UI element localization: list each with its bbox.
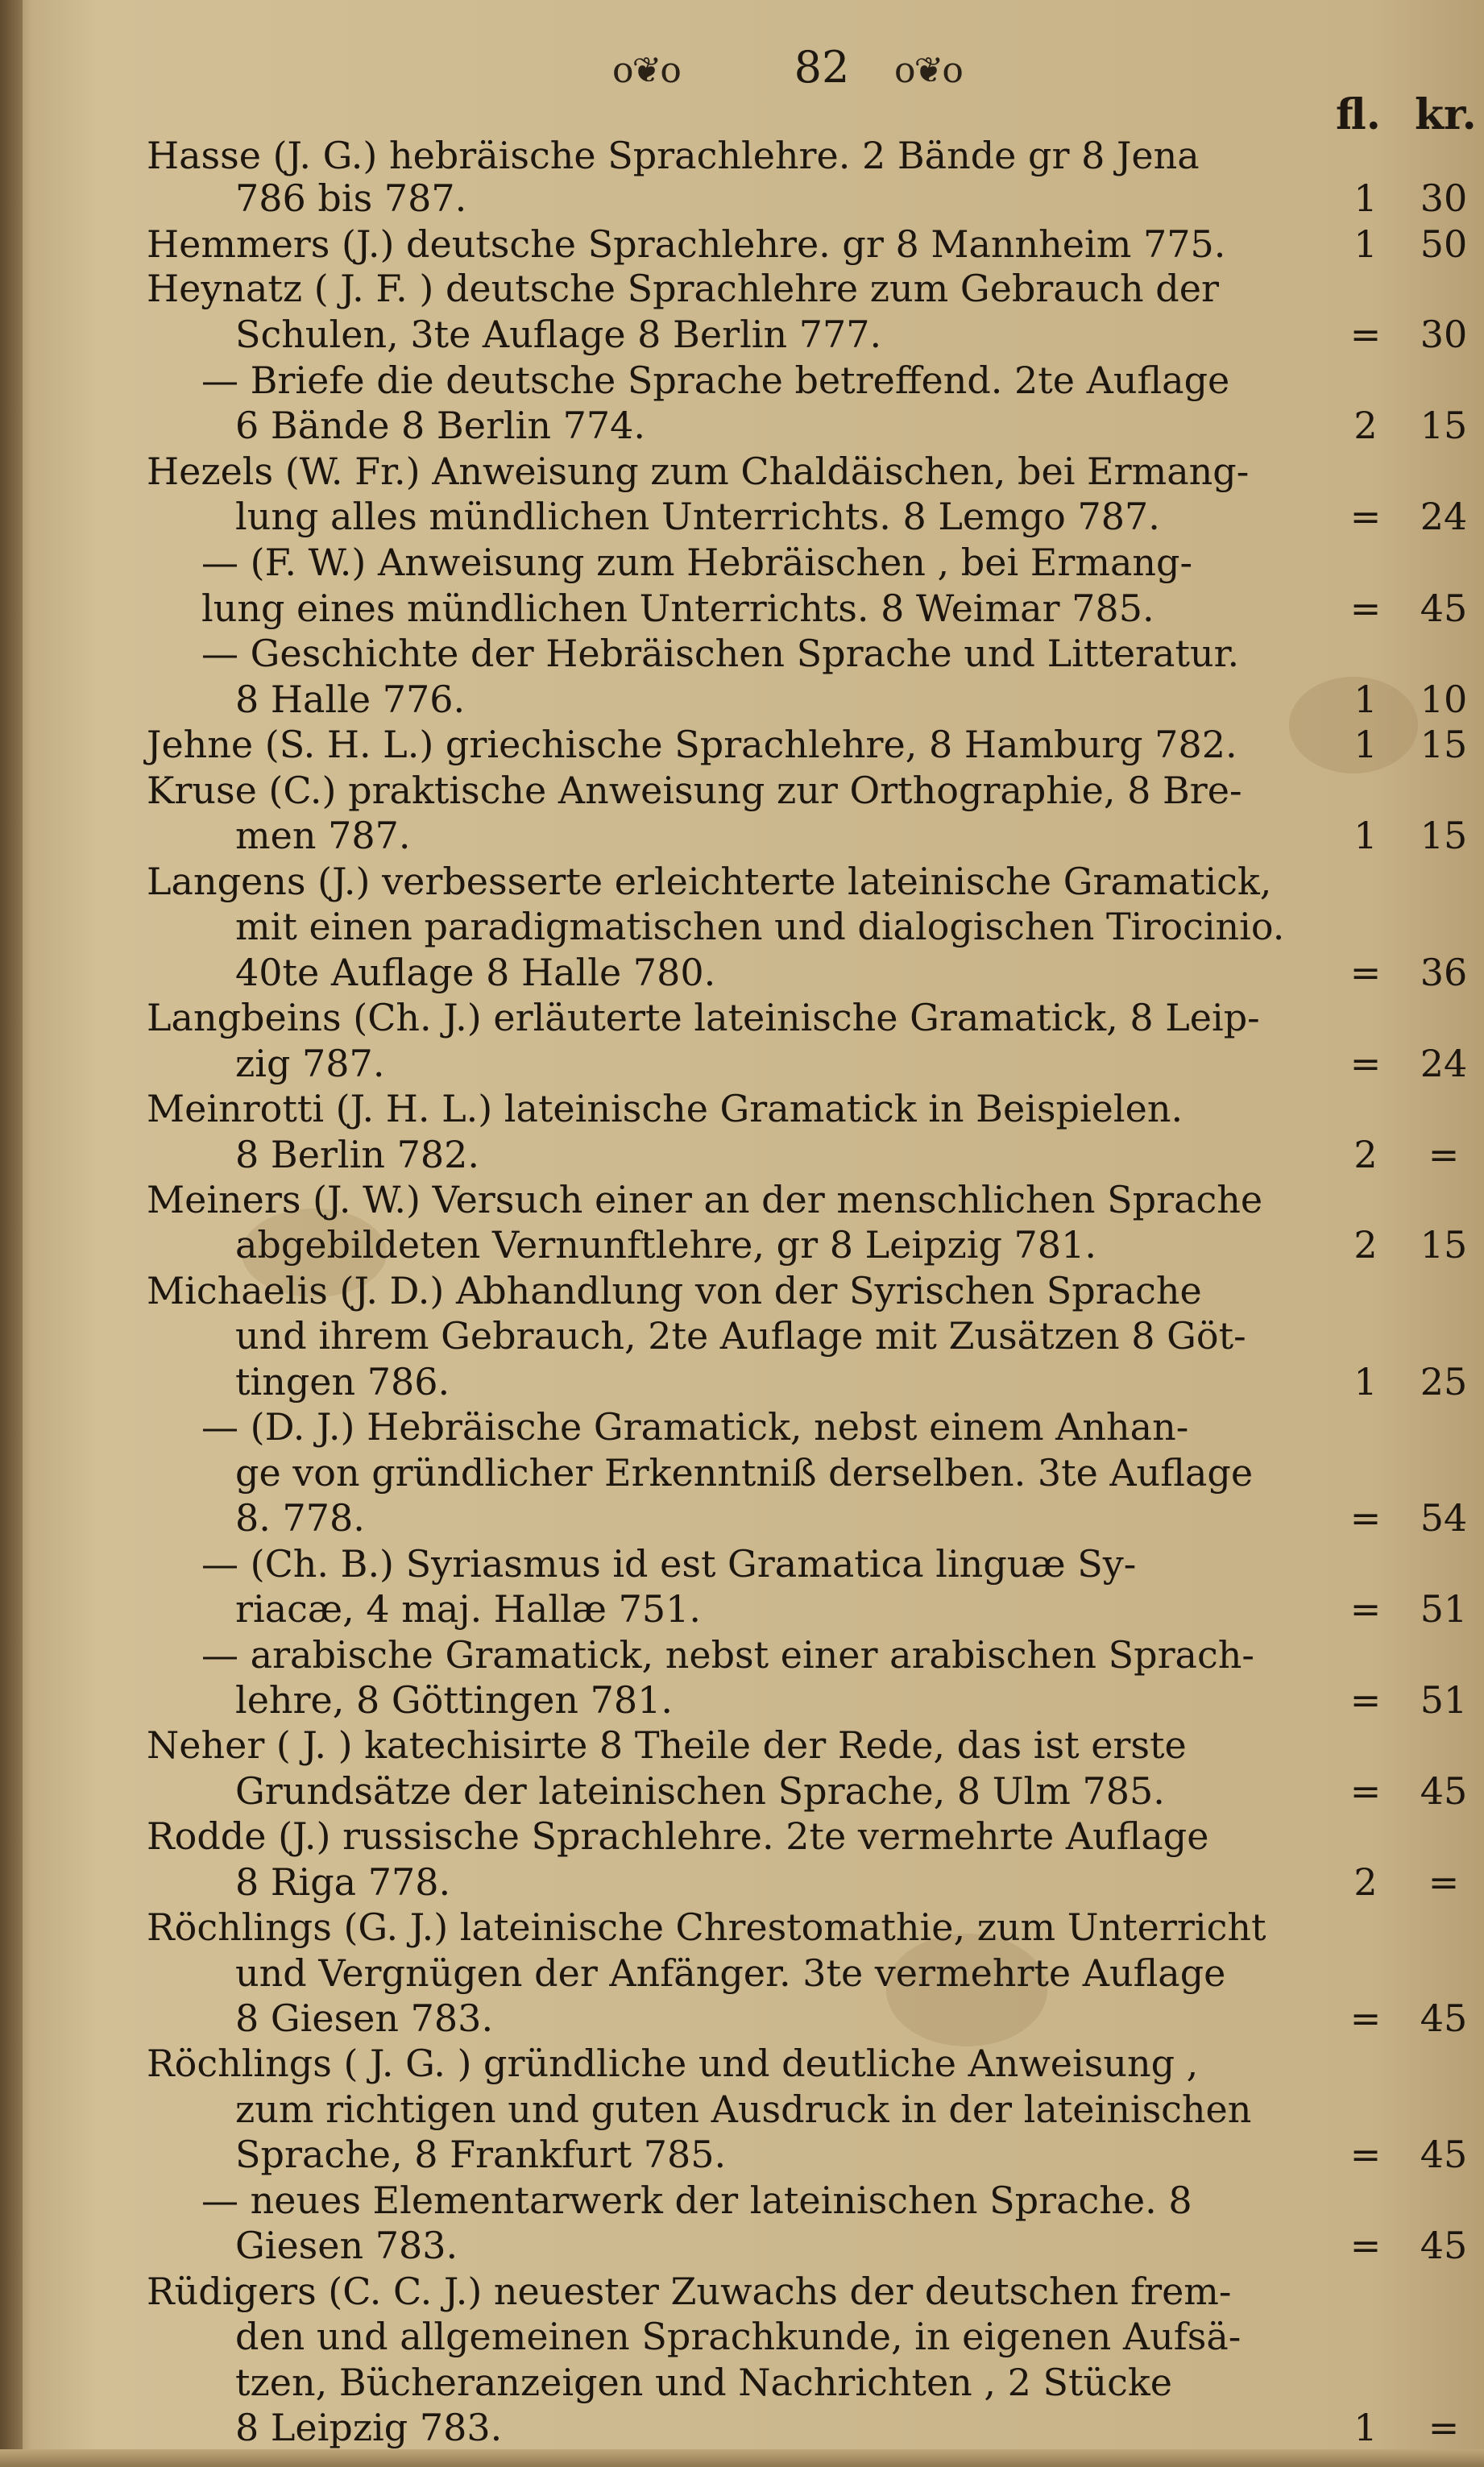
entry-line (0, 449, 1484, 494)
price-kreuzer: 50 (1420, 222, 1468, 266)
entry-text: Kruse (C.) praktische Anweisung zur Orthographie, 8 Bre- (147, 769, 1242, 812)
entry-text: Rüdigers (C. C. J.) neuester Zuwachs der deutschen frem- (147, 2270, 1232, 2313)
entry-text: und ihrem Gebrauch, 2te Auflage mit Zusätzen 8 Göt- (235, 1314, 1246, 1358)
entry-line (0, 2269, 1484, 2314)
entry-line (0, 2087, 1484, 2132)
entry-line (0, 859, 1484, 904)
entry-text: 8 Berlin 782. (235, 1133, 479, 1176)
entry-text: — arabische Gramatick, nebst einer arabischen Sprach- (201, 1633, 1254, 1677)
entry-text: lung alles mündlichen Unterrichts. 8 Lemgo 787. (235, 495, 1160, 538)
entry-text: Röchlings (G. J.) lateinische Chrestomathie, zum Unterricht (147, 1905, 1266, 1949)
entry-text: Hasse (J. G.) hebräische Sprachlehre. 2 Bände gr 8 Jena (147, 134, 1200, 177)
entry-line (0, 540, 1484, 585)
entry-text: 6 Bände 8 Berlin 774. (235, 404, 646, 447)
entry-line (0, 266, 1484, 311)
entry-text: 8 Halle 776. (235, 678, 466, 721)
price-kreuzer: 10 (1420, 678, 1468, 721)
entry-line (0, 1041, 1484, 1086)
column-head-kreuzer: kr. (1415, 90, 1477, 139)
price-florin: 1 (1353, 222, 1378, 266)
entry-line (0, 904, 1484, 949)
entry-text: Neher ( J. ) katechisirte 8 Theile der Rede, das ist erste (147, 1723, 1187, 1767)
price-kreuzer: 25 (1420, 1360, 1468, 1403)
price-florin: = (1349, 587, 1382, 630)
price-florin: = (1349, 313, 1382, 356)
price-kreuzer: 45 (1420, 2133, 1468, 2176)
price-kreuzer: 45 (1420, 1996, 1468, 2040)
entry-text: lehre, 8 Göttingen 781. (235, 1678, 673, 1722)
entry-text: Röchlings ( J. G. ) gründliche und deutliche Anweisung , (147, 2042, 1199, 2085)
entry-text: abgebildeten Vernunftlehre, gr 8 Leipzig 781. (235, 1223, 1096, 1267)
entry-text: 8. 778. (235, 1496, 365, 1540)
price-kreuzer: 15 (1420, 723, 1468, 766)
price-florin: = (1349, 1496, 1382, 1540)
entry-text: Langens (J.) verbesserte erleichterte lateinische Gramatick, (147, 860, 1272, 903)
entry-line (0, 1404, 1484, 1449)
entry-text: 8 Riga 778. (235, 1860, 451, 1904)
entry-line (0, 1132, 1484, 1177)
entry-line (0, 813, 1484, 858)
price-kreuzer: 54 (1420, 1496, 1468, 1540)
entry-line (0, 1450, 1484, 1495)
price-florin: 2 (1353, 404, 1378, 447)
entry-line (0, 1495, 1484, 1540)
price-florin: 1 (1353, 678, 1378, 721)
entry-text: 786 bis 787. (235, 176, 467, 220)
entry-line (0, 1860, 1484, 1905)
entry-text: 8 Leipzig 783. (235, 2406, 503, 2449)
entry-text: — Briefe die deutsche Sprache betreffend. 2te Auflage (201, 359, 1230, 402)
entry-line (0, 631, 1484, 676)
entry-text: lung eines mündlichen Unterrichts. 8 Weimar 785. (201, 587, 1154, 630)
entry-line (0, 2041, 1484, 2086)
price-florin: = (1349, 1996, 1382, 2040)
entry-line (0, 1996, 1484, 2041)
price-kreuzer: = (1428, 1860, 1460, 1904)
entry-line (0, 133, 1484, 178)
entry-text: Meiners (J. W.) Versuch einer an der menschlichen Sprache (147, 1178, 1263, 1221)
price-florin: 2 (1353, 1223, 1378, 1267)
entry-text: mit einen paradigmatischen und dialogischen Tirocinio. (235, 905, 1285, 948)
entry-line (0, 1177, 1484, 1222)
price-kreuzer: 51 (1420, 1587, 1468, 1631)
price-florin: 2 (1353, 1133, 1378, 1176)
entry-text: Michaelis (J. D.) Abhandlung von der Syrischen Sprache (147, 1269, 1202, 1312)
price-florin: = (1349, 951, 1382, 994)
price-kreuzer: 15 (1420, 814, 1468, 857)
entry-line (0, 1586, 1484, 1632)
entry-line (0, 768, 1484, 813)
entry-text: Hezels (W. Fr.) Anweisung zum Chaldäischen, bei Ermang- (147, 450, 1250, 493)
entry-line (0, 1359, 1484, 1404)
entry-text: ge von gründlicher Erkenntniß derselben. 3te Auflage (235, 1451, 1254, 1495)
entry-line (0, 1768, 1484, 1814)
entry-line (0, 1268, 1484, 1313)
entry-line (0, 2223, 1484, 2268)
entry-line (0, 2178, 1484, 2223)
entry-line (0, 2314, 1484, 2359)
entry-line (0, 995, 1484, 1040)
price-kreuzer: 45 (1420, 1769, 1468, 1813)
entry-line (0, 176, 1484, 221)
entry-text: riacæ, 4 maj. Hallæ 751. (235, 1587, 702, 1631)
entry-line (0, 950, 1484, 995)
entry-text: Rodde (J.) russische Sprachlehre. 2te vermehrte Auflage (147, 1814, 1209, 1858)
entry-line (0, 403, 1484, 448)
entry-line (0, 2132, 1484, 2177)
price-kreuzer: 45 (1420, 587, 1468, 630)
ornament-right: o❦o (894, 50, 962, 91)
price-florin: 1 (1353, 723, 1378, 766)
entry-line (0, 1951, 1484, 1996)
entry-line (0, 312, 1484, 357)
price-kreuzer: 24 (1420, 1042, 1468, 1085)
price-florin: = (1349, 495, 1382, 538)
entry-text: zig 787. (235, 1042, 385, 1085)
entry-text: Schulen, 3te Auflage 8 Berlin 777. (235, 313, 882, 356)
entry-text: — (Ch. B.) Syriasmus id est Gramatica linguæ Sy- (201, 1542, 1137, 1586)
entry-text: Giesen 783. (235, 2224, 458, 2267)
price-kreuzer: = (1428, 1133, 1460, 1176)
entry-line (0, 222, 1484, 267)
entry-line (0, 722, 1484, 767)
price-florin: 1 (1353, 2406, 1378, 2449)
entry-text: — Geschichte der Hebräischen Sprache und Litteratur. (201, 632, 1240, 675)
entry-line (0, 1086, 1484, 1131)
entry-text: Heynatz ( J. F. ) deutsche Sprachlehre zum Gebrauch der (147, 267, 1219, 310)
entry-text: tingen 786. (235, 1360, 450, 1403)
page-number: 82 (794, 42, 850, 93)
entry-text: — (F. W.) Anweisung zum Hebräischen , bei Ermang- (201, 541, 1193, 584)
price-florin: 1 (1353, 814, 1378, 857)
price-florin: = (1349, 2133, 1382, 2176)
entry-text: Hemmers (J.) deutsche Sprachlehre. gr 8 Mannheim 775. (147, 222, 1226, 266)
price-kreuzer: 24 (1420, 495, 1468, 538)
entry-text: und Vergnügen der Anfänger. 3te vermehrte Auflage (235, 1951, 1226, 1995)
entry-line (0, 2405, 1484, 2450)
entry-text: Jehne (S. H. L.) griechische Sprachlehre, 8 Hamburg 782. (147, 723, 1237, 766)
entry-text: Langbeins (Ch. J.) erläuterte lateinische Gramatick, 8 Leip- (147, 996, 1260, 1039)
price-florin: = (1349, 1678, 1382, 1722)
price-kreuzer: 51 (1420, 1678, 1468, 1722)
entry-line (0, 358, 1484, 403)
entry-text: — (D. J.) Hebräische Gramatick, nebst einem Anhan- (201, 1405, 1189, 1449)
entry-line (0, 1313, 1484, 1358)
price-florin: = (1349, 2224, 1382, 2267)
price-kreuzer: 15 (1420, 1223, 1468, 1267)
entry-text: Sprache, 8 Frankfurt 785. (235, 2133, 727, 2176)
price-florin: 1 (1353, 176, 1378, 220)
entry-line (0, 1905, 1484, 1950)
entry-line (0, 2360, 1484, 2405)
page-bottom-edge (0, 2449, 1484, 2467)
entry-line (0, 1222, 1484, 1267)
price-florin: = (1349, 1042, 1382, 1085)
entry-line (0, 494, 1484, 539)
price-florin: 2 (1353, 1860, 1378, 1904)
entry-text: Meinrotti (J. H. L.) lateinische Gramatick in Beispielen. (147, 1087, 1183, 1130)
entry-line (0, 1632, 1484, 1677)
price-kreuzer: 45 (1420, 2224, 1468, 2267)
price-florin: = (1349, 1587, 1382, 1631)
price-kreuzer: 30 (1420, 313, 1468, 356)
price-florin: 1 (1353, 1360, 1378, 1403)
entry-text: 8 Giesen 783. (235, 1996, 494, 2040)
entry-text: Grundsätze der lateinischen Sprache, 8 Ulm 785. (235, 1769, 1165, 1813)
entry-text: — neues Elementarwerk der lateinischen Sprache. 8 (201, 2179, 1192, 2222)
entry-text: den und allgemeinen Sprachkunde, in eigenen Aufsä- (235, 2315, 1242, 2358)
price-kreuzer: 15 (1420, 404, 1468, 447)
entry-line (0, 677, 1484, 722)
entry-line (0, 1677, 1484, 1723)
entry-line (0, 1723, 1484, 1768)
entry-text: tzen, Bücheranzeigen und Nachrichten , 2 Stücke (235, 2361, 1173, 2404)
entry-line (0, 586, 1484, 631)
price-kreuzer: 36 (1420, 951, 1468, 994)
entry-text: 40te Auflage 8 Halle 780. (235, 951, 716, 994)
entry-line (0, 1541, 1484, 1586)
ornament-left: o❦o (612, 50, 680, 91)
price-kreuzer: = (1428, 2406, 1460, 2449)
entry-line (0, 1814, 1484, 1859)
entry-text: zum richtigen und guten Ausdruck in der lateinischen (235, 2088, 1252, 2131)
price-kreuzer: 30 (1420, 176, 1468, 220)
price-florin: = (1349, 1769, 1382, 1813)
entry-text: men 787. (235, 814, 411, 857)
column-head-florin: fl. (1336, 90, 1381, 139)
